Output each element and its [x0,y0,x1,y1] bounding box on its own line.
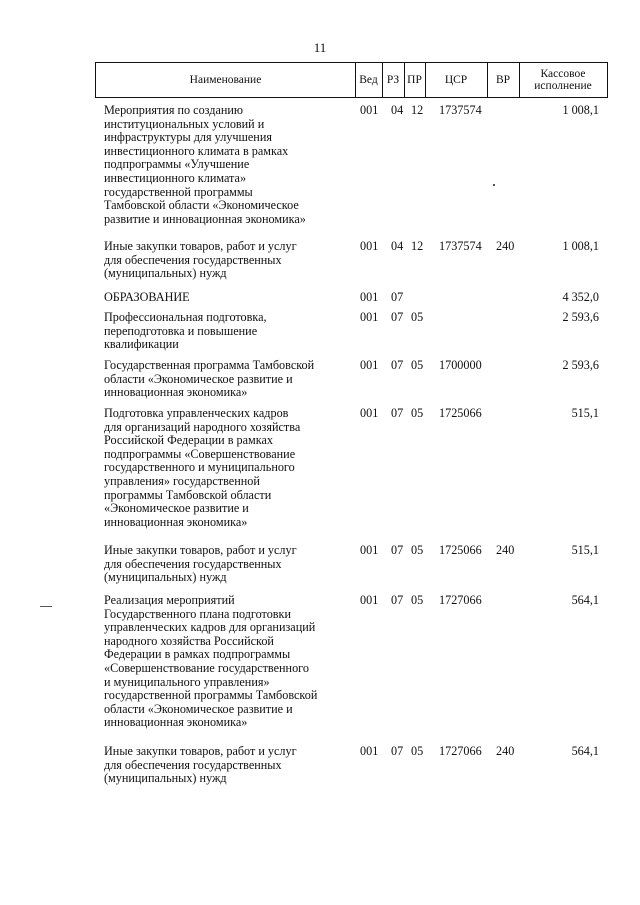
row-sum: 2 593,6 [562,310,599,324]
row-ved: 001 [360,310,379,324]
row-name: ОБРАЗОВАНИЕ [104,290,190,304]
scan-mark [493,184,495,186]
row-ved: 001 [360,358,379,372]
row-pr: 05 [411,744,424,758]
header-vr: ВР [495,74,511,86]
row-rz: 07 [391,358,404,372]
row-pr: 12 [411,239,424,253]
table-header [95,62,608,98]
row-sum: 2 593,6 [562,358,599,372]
row-ved: 001 [360,103,379,117]
row-pr: 05 [411,310,424,324]
scan-mark [40,606,52,607]
row-sum: 1 008,1 [562,239,599,253]
row-rz: 07 [391,406,404,420]
row-rz: 07 [391,744,404,758]
row-name: Подготовка управленческих кадров для организаций народного хозяйства Российской Федерации в рамках подпрограммы «Совершенствование государственного и муниципального управления» государственной программы Тамбовской области «Экономическое развитие и инновационная экономика» [104,406,301,529]
row-csr: 1725066 [439,543,482,557]
row-name: Иные закупки товаров, работ и услуг для обеспечения государственных (муниципальных) нужд [104,744,297,786]
row-pr: 05 [411,406,424,420]
row-pr: 05 [411,358,424,372]
row-sum: 1 008,1 [562,103,599,117]
row-csr: 1737574 [439,239,482,253]
row-pr: 05 [411,593,424,607]
row-name: Профессиональная подготовка, переподготовка и повышение квалификации [104,310,267,352]
row-csr: 1700000 [439,358,482,372]
row-sum: 515,1 [571,406,599,420]
row-ved: 001 [360,543,379,557]
row-csr: 1727066 [439,593,482,607]
row-pr: 12 [411,103,424,117]
row-name: Государственная программа Тамбовской области «Экономическое развитие и инновационная экономика» [104,358,315,400]
row-rz: 07 [391,593,404,607]
row-sum: 515,1 [571,543,599,557]
row-ved: 001 [360,593,379,607]
row-ved: 001 [360,239,379,253]
row-csr: 1725066 [439,406,482,420]
row-ved: 001 [360,406,379,420]
page-number: 11 [313,40,327,55]
row-csr: 1737574 [439,103,482,117]
row-csr: 1727066 [439,744,482,758]
row-name: Иные закупки товаров, работ и услуг для обеспечения государственных (муниципальных) нужд [104,239,297,281]
row-name: Мероприятия по созданию институциональных условий и инфраструктуры для улучшения инвестиционного климата в рамках подпрограммы «Улучшение инвестиционного климата» государственной программы Тамбовской области «Экономическое развитие и инновационная экономика» [104,103,306,226]
header-pr: ПР [407,74,422,86]
row-vr: 240 [496,239,515,253]
row-ved: 001 [360,290,379,304]
row-pr: 05 [411,543,424,557]
row-rz: 07 [391,310,404,324]
row-name: Иные закупки товаров, работ и услуг для обеспечения государственных (муниципальных) нужд [104,543,297,585]
row-sum: 564,1 [571,744,599,758]
header-ved: Вед [359,74,378,86]
header-cash-execution: Кассовое исполнение [534,68,592,92]
row-vr: 240 [496,543,515,557]
row-ved: 001 [360,744,379,758]
row-sum: 4 352,0 [562,290,599,304]
header-csr: ЦСР [444,74,468,86]
row-rz: 04 [391,239,404,253]
header-name: Наименование [189,74,262,86]
row-name: Реализация мероприятий Государственного плана подготовки управленческих кадров для организаций народного хозяйства Российской Федерации в рамках подпрограммы «Совершенствование государственного и муниципального управления» государственной программы Тамбовской области «Экономическое развитие и инновационная экономика» [104,593,318,730]
row-sum: 564,1 [571,593,599,607]
row-rz: 07 [391,543,404,557]
row-rz: 07 [391,290,404,304]
row-rz: 04 [391,103,404,117]
header-rz: РЗ [386,74,400,86]
row-vr: 240 [496,744,515,758]
